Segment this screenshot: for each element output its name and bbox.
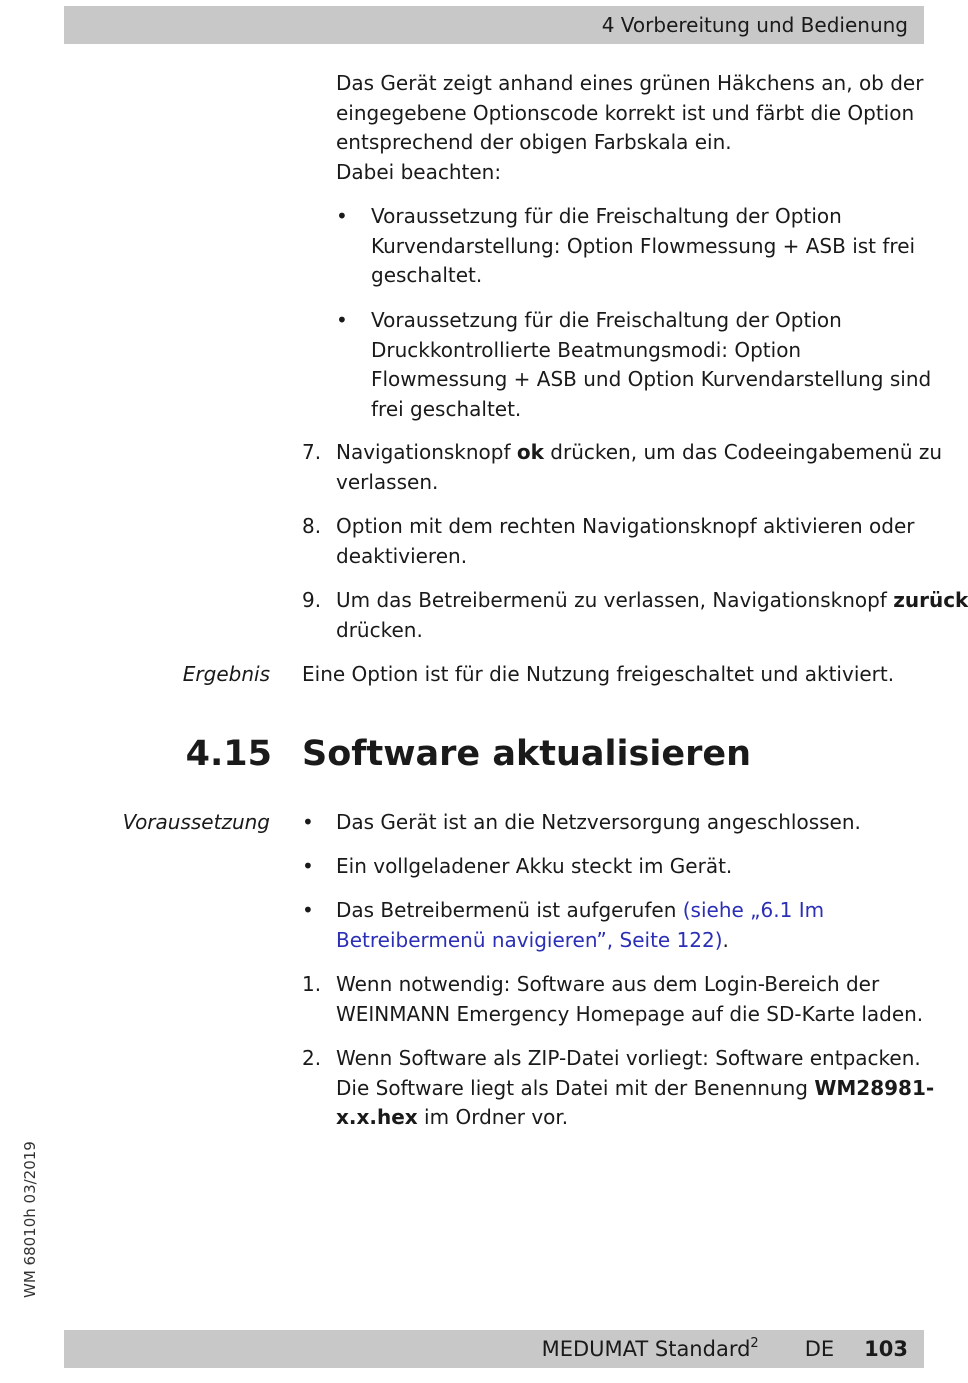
key-label: ok	[516, 440, 544, 464]
bullet-icon: •	[302, 810, 314, 834]
language-code: DE	[804, 1337, 835, 1361]
key-label: zurück	[893, 588, 968, 612]
intro-line: Das Gerät zeigt anhand eines grünen Häkchens an, ob der	[336, 71, 924, 95]
prerequisite-label: Voraussetzung	[122, 810, 270, 834]
note-line: Flowmessung + ASB und Option Kurvendarstellung sind	[371, 367, 932, 391]
filename: x.x.hex	[336, 1105, 418, 1129]
intro-line: eingegebene Optionscode korrekt ist und färbt die Option	[336, 100, 915, 125]
filename: WM28981-	[814, 1075, 935, 1100]
result-text: Eine Option ist für die Nutzung freigeschaltet und aktiviert.	[302, 662, 895, 686]
step-number: 9.	[302, 588, 322, 612]
note-line: Voraussetzung für die Freischaltung der Option	[371, 308, 842, 332]
bullet-icon: •	[302, 854, 314, 878]
page-number: 103	[864, 1337, 908, 1361]
note-line: frei geschaltet.	[371, 396, 522, 421]
note-line: Kurvendarstellung: Option Flowmessung + ASB ist frei	[371, 233, 916, 258]
bullet-icon: •	[336, 204, 348, 228]
intro-line: Dabei beachten:	[336, 159, 502, 184]
step-number: 7.	[302, 440, 322, 464]
cross-reference-link[interactable]: (siehe „6.1 Im	[682, 898, 825, 922]
bullet-icon: •	[336, 308, 348, 332]
intro-paragraph	[336, 69, 923, 187]
note-line: Voraussetzung für die Freischaltung der Option	[371, 204, 842, 228]
document-id: WM 68010h 03/2019	[21, 1141, 39, 1298]
note-line: geschaltet.	[371, 263, 483, 287]
cross-reference-link[interactable]: Betreibermenü navigieren”, Seite 122)	[336, 927, 723, 952]
step-number: 8.	[302, 514, 322, 538]
section-heading	[0, 730, 950, 778]
note-line: Druckkontrollierte Beatmungsmodi: Option	[371, 337, 802, 362]
bullet-icon: •	[302, 898, 314, 922]
step-number: 1.	[302, 972, 322, 996]
step-number: 2.	[302, 1046, 322, 1070]
page-footer	[64, 1330, 924, 1368]
section-number: 4.15	[185, 734, 272, 774]
page-header	[64, 6, 924, 44]
intro-line: entsprechend der obigen Farbskala ein.	[336, 130, 732, 154]
product-name: MEDUMAT Standard$^2$	[541, 1336, 759, 1361]
chapter-title: 4 Vorbereitung und Bedienung	[601, 13, 908, 37]
section-title: Software aktualisieren	[302, 734, 751, 774]
result-label: Ergebnis	[182, 662, 270, 686]
